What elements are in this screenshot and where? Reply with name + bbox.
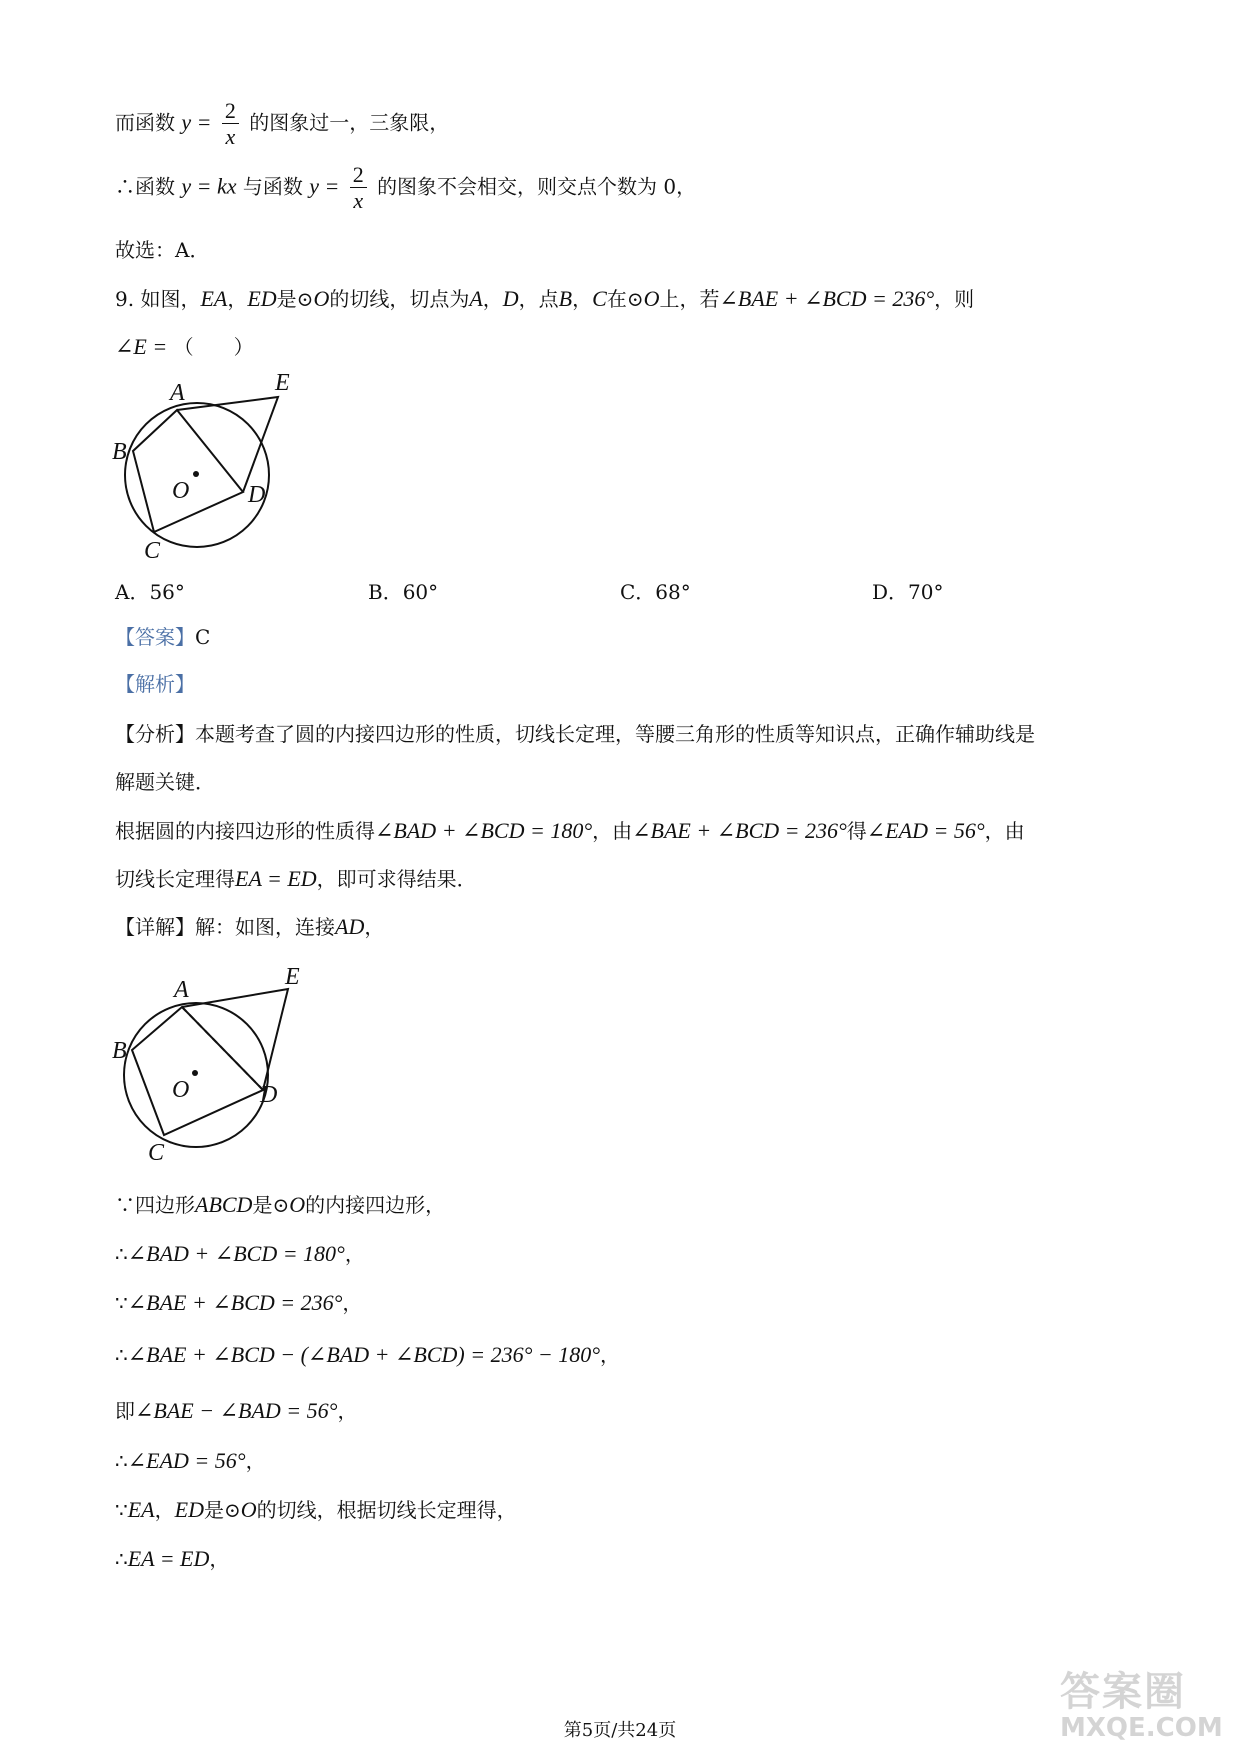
denominator: x <box>353 188 364 214</box>
circle-icon: ⊙ <box>223 1498 241 1522</box>
text: 故选：A． <box>115 238 210 262</box>
math: ∠EAD = 56° <box>866 818 985 843</box>
figure-2 <box>100 955 320 1165</box>
math: y = kx <box>181 173 237 199</box>
step-7 <box>115 1497 517 1523</box>
tangent-lines <box>182 989 288 1090</box>
text: ∴函数 <box>115 174 175 199</box>
step-1 <box>115 1192 445 1218</box>
text: 的切线，根据切线长定理得， <box>256 1498 517 1522</box>
text: 9. 如图， <box>115 287 201 311</box>
text: 根据圆的内接四边形的性质得 <box>115 819 375 843</box>
analysis-tag-line <box>115 672 195 696</box>
page-footer: 第5页/共24页 <box>563 1720 677 1741</box>
numerator: 2 <box>350 162 367 188</box>
text: ， <box>209 1547 230 1571</box>
fenxi-line-3 <box>115 818 1025 844</box>
question-9-line-1 <box>115 286 974 312</box>
text: ，则 <box>934 287 975 311</box>
text: 上，若 <box>659 287 720 311</box>
math: O <box>289 1192 306 1217</box>
math: ABCD <box>195 1192 253 1217</box>
text: ， <box>227 287 248 311</box>
math: O <box>643 286 660 311</box>
answer-tag: 【答案】 <box>115 625 195 649</box>
text: 【详解】解：如图，连接 <box>115 915 335 939</box>
math: B <box>558 286 573 311</box>
text: 的图象过一，三象限， <box>249 110 450 135</box>
text: ∴ <box>115 1547 128 1571</box>
math: ∠EAD = 56° <box>127 1448 246 1473</box>
fenxi-line-2: 解题关键． <box>115 770 215 794</box>
xiangjie-line <box>115 914 384 940</box>
label-o: O <box>172 1077 190 1103</box>
answer-value: C <box>195 625 211 649</box>
math: ∠E = <box>115 334 168 359</box>
math: EA <box>127 1497 155 1522</box>
text: 即 <box>115 1399 135 1423</box>
step-2 <box>115 1241 365 1267</box>
circle-icon: ⊙ <box>272 1193 290 1217</box>
text: ， <box>600 1343 621 1367</box>
answer-line <box>115 625 210 649</box>
text: ， <box>482 287 503 311</box>
fraction <box>222 98 239 150</box>
text: ， <box>245 1449 266 1473</box>
text: ， <box>337 1399 358 1423</box>
math: EA = ED <box>235 866 317 891</box>
option-d: D．70° <box>872 580 944 604</box>
option-c: C．68° <box>620 580 691 604</box>
fenxi-line-4 <box>115 866 477 892</box>
numerator: 2 <box>222 98 239 124</box>
label-e: E <box>285 964 300 990</box>
text: 是 <box>276 287 297 311</box>
analysis-tag: 【解析】 <box>115 672 195 696</box>
math: ∠BAD + ∠BCD = 180° <box>375 818 593 843</box>
text: ， <box>344 1242 365 1266</box>
text: 与函数 <box>242 174 303 199</box>
label-a: A <box>174 977 189 1003</box>
text-line-1 <box>115 98 449 150</box>
label-a: A <box>170 380 185 406</box>
math: ∠BAE − ∠BAD = 56° <box>135 1398 338 1423</box>
text: 得 <box>846 819 867 843</box>
text: ，由 <box>592 819 633 843</box>
text: 是 <box>203 1498 224 1522</box>
text: ∵ <box>115 1498 128 1522</box>
circle-icon: ⊙ <box>296 287 314 311</box>
watermark-url: MXQE.COM <box>1060 1713 1223 1743</box>
text-line-3 <box>115 238 209 262</box>
text: 切线长定理得 <box>115 867 235 891</box>
figure-1 <box>100 360 320 560</box>
text: 而函数 <box>115 110 175 135</box>
math: ∠BAE + ∠BCD − (∠BAD + ∠BCD) = 236° − 180° <box>127 1342 601 1367</box>
text: ， <box>154 1498 175 1522</box>
label-e: E <box>275 370 290 396</box>
math: A <box>469 286 483 311</box>
text: ， <box>572 287 593 311</box>
text: 在 <box>606 287 627 311</box>
text: ， <box>364 915 385 939</box>
text: ， <box>342 1291 363 1315</box>
center-dot <box>193 471 199 477</box>
math: EA <box>200 286 228 311</box>
label-d: D <box>248 482 266 508</box>
text: ∴ <box>115 1242 128 1266</box>
math: AD <box>335 914 365 939</box>
text: ，由 <box>984 819 1025 843</box>
text: ，点 <box>518 287 559 311</box>
denominator: x <box>225 124 236 150</box>
text: 的内接四边形， <box>305 1193 446 1217</box>
label-d: D <box>260 1082 278 1108</box>
text: （ ） <box>173 335 254 359</box>
math: O <box>313 286 330 311</box>
label-b: B <box>112 1038 127 1064</box>
math: ED <box>247 286 277 311</box>
label-o: O <box>172 478 190 504</box>
fraction <box>350 162 367 214</box>
text: ，即可求得结果． <box>316 867 477 891</box>
text: ∵ <box>115 1291 128 1315</box>
math: ∠BAE + ∠BCD = 236° <box>632 818 847 843</box>
text: 的切线，切点为 <box>329 287 470 311</box>
step-3 <box>115 1290 362 1316</box>
math: ED <box>174 1497 204 1522</box>
label-c: C <box>148 1140 165 1165</box>
step-5 <box>115 1398 357 1424</box>
label-b: B <box>112 439 127 465</box>
text: ∴ <box>115 1343 128 1367</box>
math: O <box>240 1497 257 1522</box>
step-8 <box>115 1546 229 1572</box>
math: C <box>592 286 607 311</box>
math: D <box>502 286 519 311</box>
quadrilateral <box>133 410 243 532</box>
option-b: B．60° <box>368 580 439 604</box>
text: ∵四边形 <box>115 1193 195 1217</box>
math: EA = ED <box>127 1546 210 1571</box>
step-4 <box>115 1342 620 1368</box>
center-dot <box>192 1070 198 1076</box>
math: y = <box>181 109 212 135</box>
step-6 <box>115 1448 266 1474</box>
text: ∴ <box>115 1449 128 1473</box>
text: 是 <box>252 1193 273 1217</box>
text: 的图象不会相交，则交点个数为 0， <box>377 174 697 199</box>
circle-icon: ⊙ <box>626 287 644 311</box>
watermark <box>1060 1660 1223 1743</box>
math: ∠BAE + ∠BCD = 236° <box>127 1290 343 1315</box>
math: ∠BAD + ∠BCD = 180° <box>127 1241 345 1266</box>
option-a: A．56° <box>115 580 185 604</box>
text-line-2 <box>115 162 696 214</box>
math: ∠BAE + ∠BCD = 236° <box>719 286 935 311</box>
label-c: C <box>144 538 161 560</box>
question-9-line-2 <box>115 334 254 360</box>
fenxi-line-1: 【分析】本题考查了圆的内接四边形的性质，切线长定理，等腰三角形的性质等知识点，正确作辅助线是 <box>115 722 1035 746</box>
watermark-logo: 答案圈 <box>1060 1669 1186 1715</box>
math: y = <box>309 173 340 199</box>
